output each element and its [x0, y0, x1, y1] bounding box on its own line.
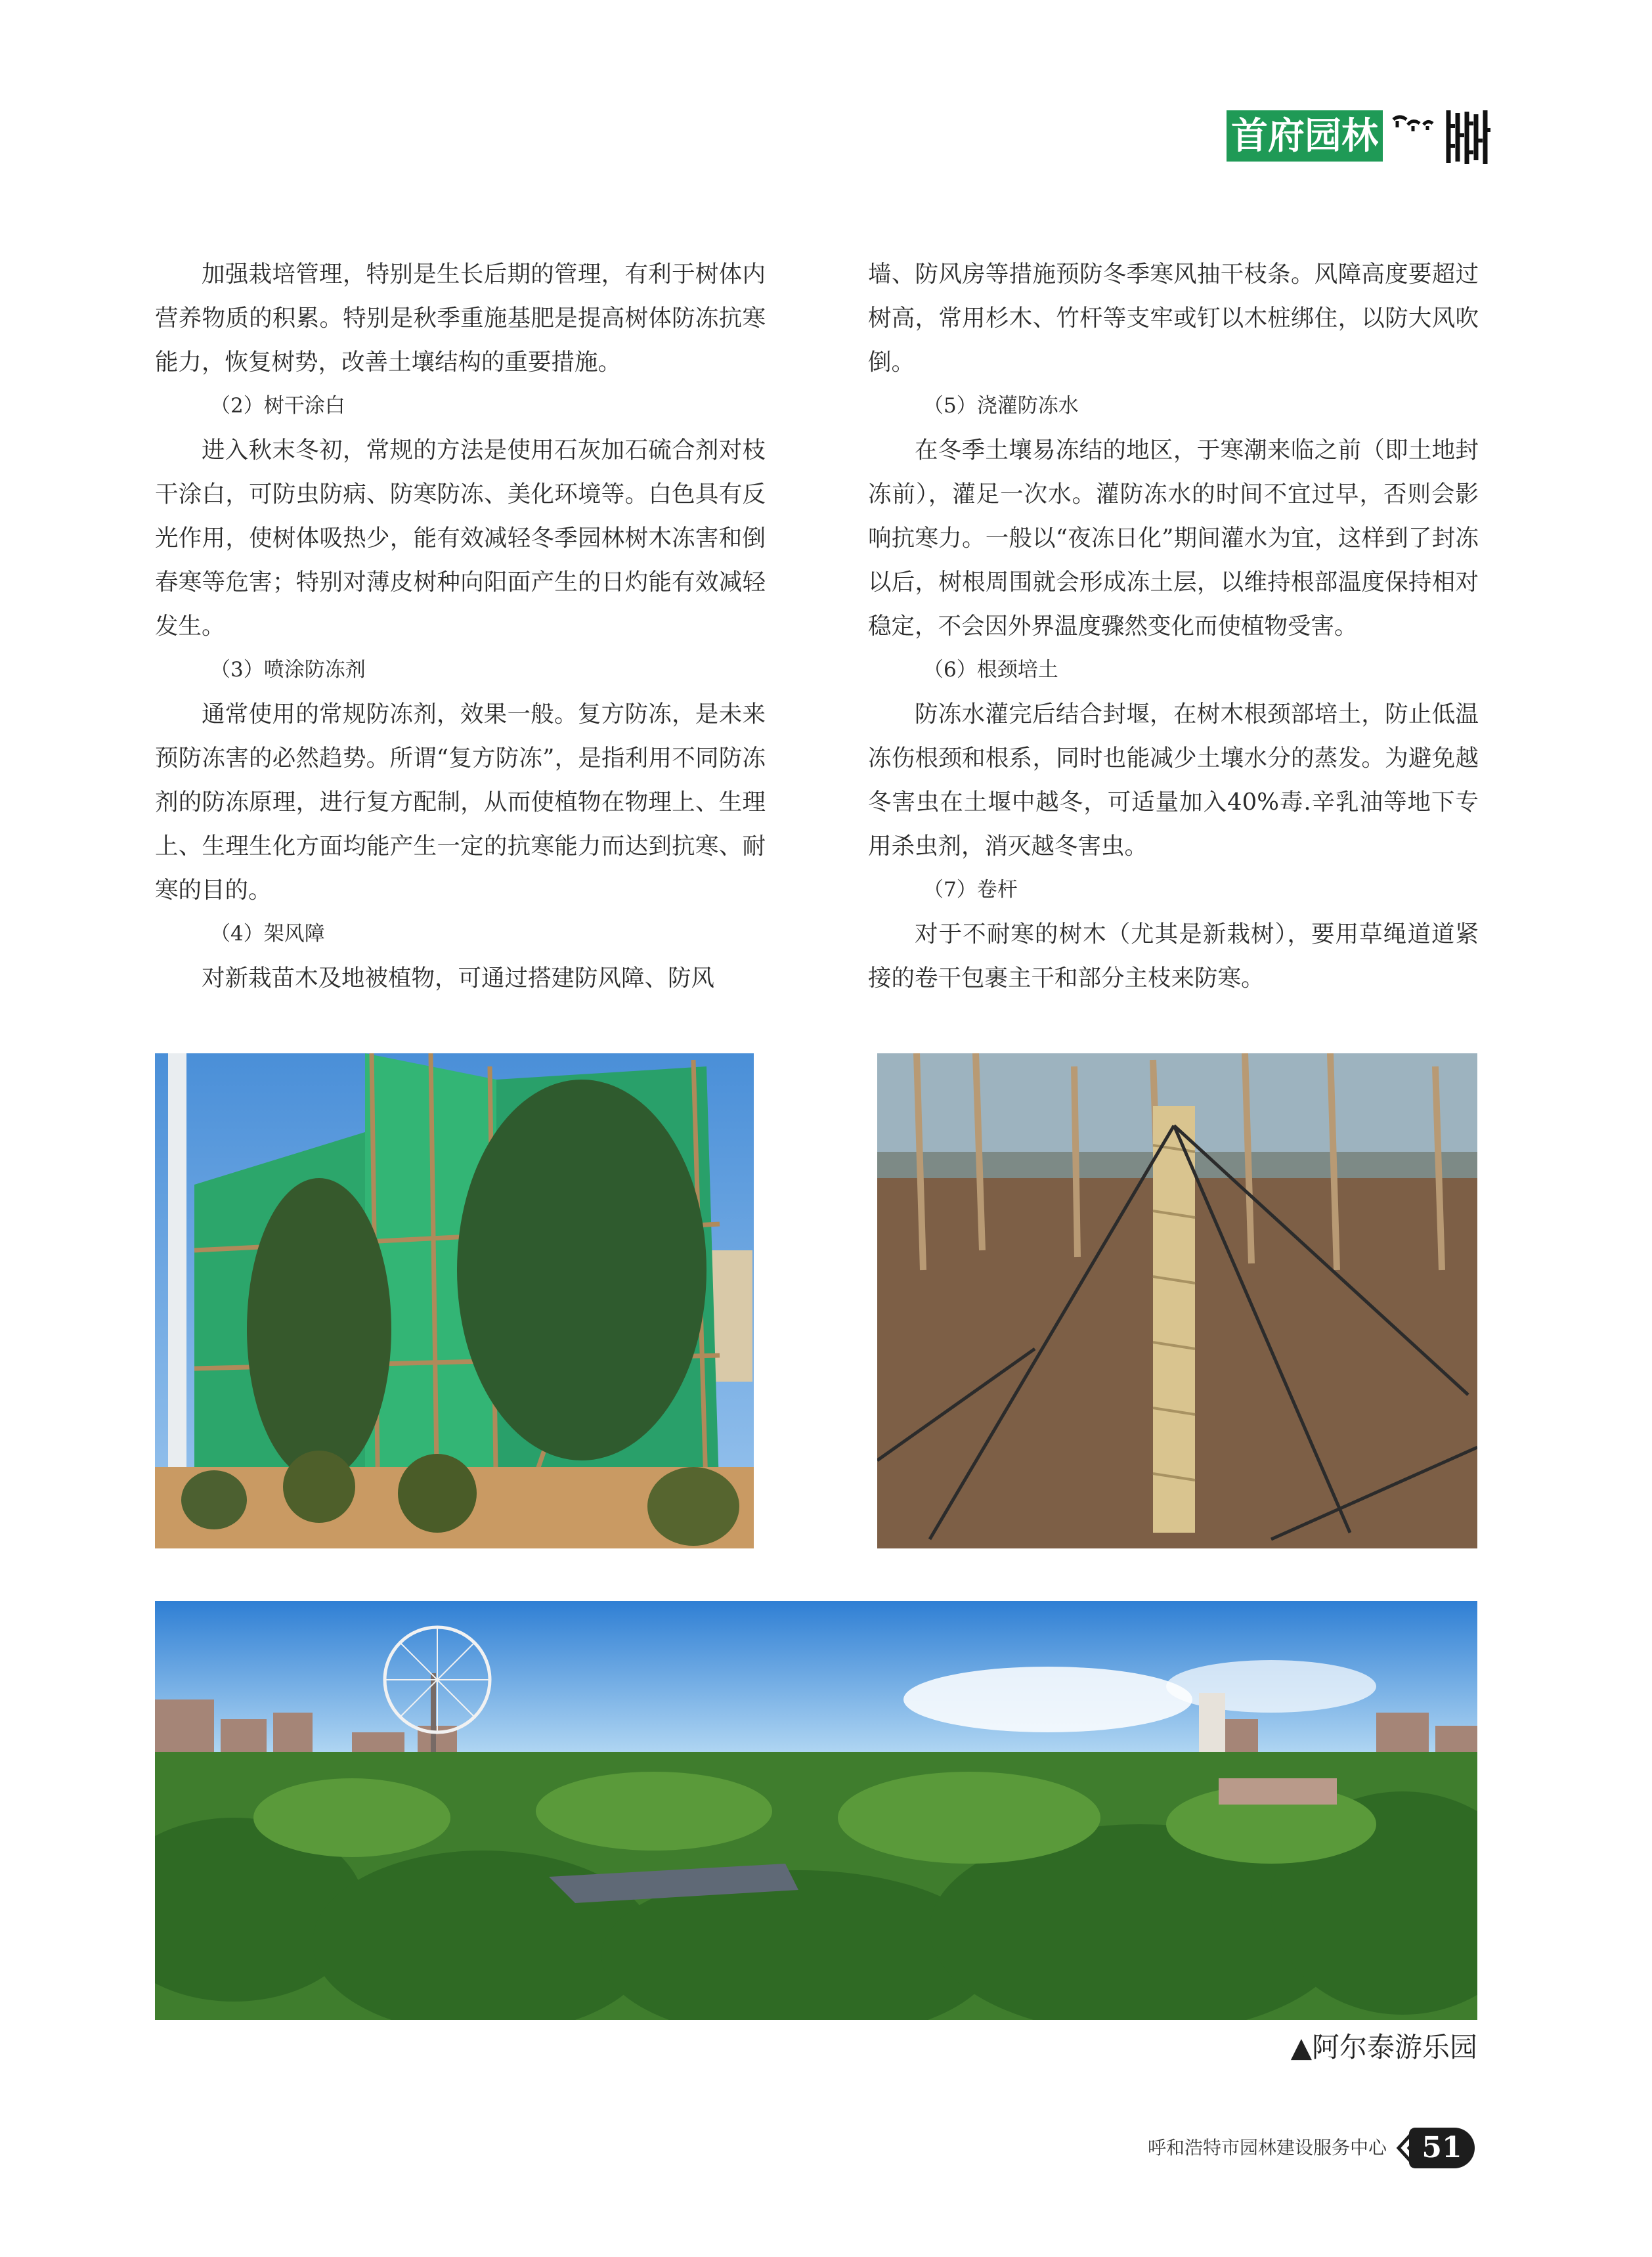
section-heading: （4）架风障: [210, 922, 325, 946]
right-text-column: [868, 252, 1479, 1000]
trunk-wrap-photo: [877, 1053, 1477, 1548]
body-paragraph: 对新栽苗木及地被植物，可通过搭建防风障、防风: [202, 965, 715, 992]
panorama-photo: [155, 1601, 1477, 2020]
body-paragraph: 通常使用的常规防冻剂，效果一般。复方防冻，是未来预防冻害的必然趋势。所谓“复方防冻”，是指利用不同防冻剂的防冻原理，进行复方配制，从而使植物在物理上、生理上、生理生化方面均能产生一定的抗寒能力而达到抗寒、耐寒的目的。: [155, 701, 766, 904]
footer-organization: 呼和浩特市园林建设服务中心: [1147, 2137, 1387, 2158]
section-heading: （3）喷涂防冻剂: [210, 658, 366, 682]
page-number: 51: [1409, 2128, 1475, 2168]
section-heading: （2）树干涂白: [210, 394, 345, 418]
section-heading: （5）浇灌防冻水: [923, 394, 1079, 418]
body-paragraph: 在冬季土壤易冻结的地区，于寒潮来临之前（即土地封冻前），灌足一次水。灌防冻水的时间不宜过早，否则会影响抗寒力。一般以“夜冻日化”期间灌水为宜，这样到了封冻以后，树根周围就会形成冻土层，以维持根部温度保持相对稳定，不会因外界温度骤然变化而使植物受害。: [868, 437, 1479, 640]
body-paragraph: 防冻水灌完后结合封堰，在树木根颈部培土，防止低温冻伤根颈和根系，同时也能减少土壤水分的蒸发。为避免越冬害虫在土堰中越冬，可适量加入40%毒.辛乳油等地下专用杀虫剂，消灭越冬害虫。: [868, 701, 1479, 860]
body-paragraph: 加强栽培管理，特别是生长后期的管理，有利于树体内营养物质的积累。特别是秋季重施基肥是提高树体防冻抗寒能力，恢复树势，改善土壤结构的重要措施。: [155, 261, 766, 376]
masthead-title: 首府园林: [1231, 114, 1378, 158]
left-text-column: [155, 252, 766, 1000]
masthead-logo: [1227, 110, 1383, 162]
panorama-caption: ▲阿尔泰游乐园: [1290, 2031, 1477, 2063]
body-paragraph: 墙、防风房等措施预防冬季寒风抽干枝条。风障高度要超过树高，常用杉木、竹杆等支牢或钉以木桩绑住，以防大风吹倒。: [868, 261, 1479, 376]
body-paragraph: 对于不耐寒的树木（尤其是新栽树），要用草绳道道紧接的卷干包裹主干和部分主枝来防寒。: [868, 921, 1479, 992]
body-paragraph: 进入秋末冬初，常规的方法是使用石灰加石硫合剂对枝干涂白，可防虫防病、防寒防冻、美化环境等。白色具有反光作用，使树体吸热少，能有效减轻冬季园林树木冻害和倒春寒等危害；特别对薄皮树种向阳面产生的日灼能有效减轻发生。: [155, 437, 766, 640]
section-heading: （6）根颈培土: [923, 658, 1058, 682]
section-heading: （7）卷杆: [923, 878, 1018, 902]
mongolian-script-logo: [1388, 106, 1493, 167]
windbreak-photo: [155, 1053, 754, 1548]
